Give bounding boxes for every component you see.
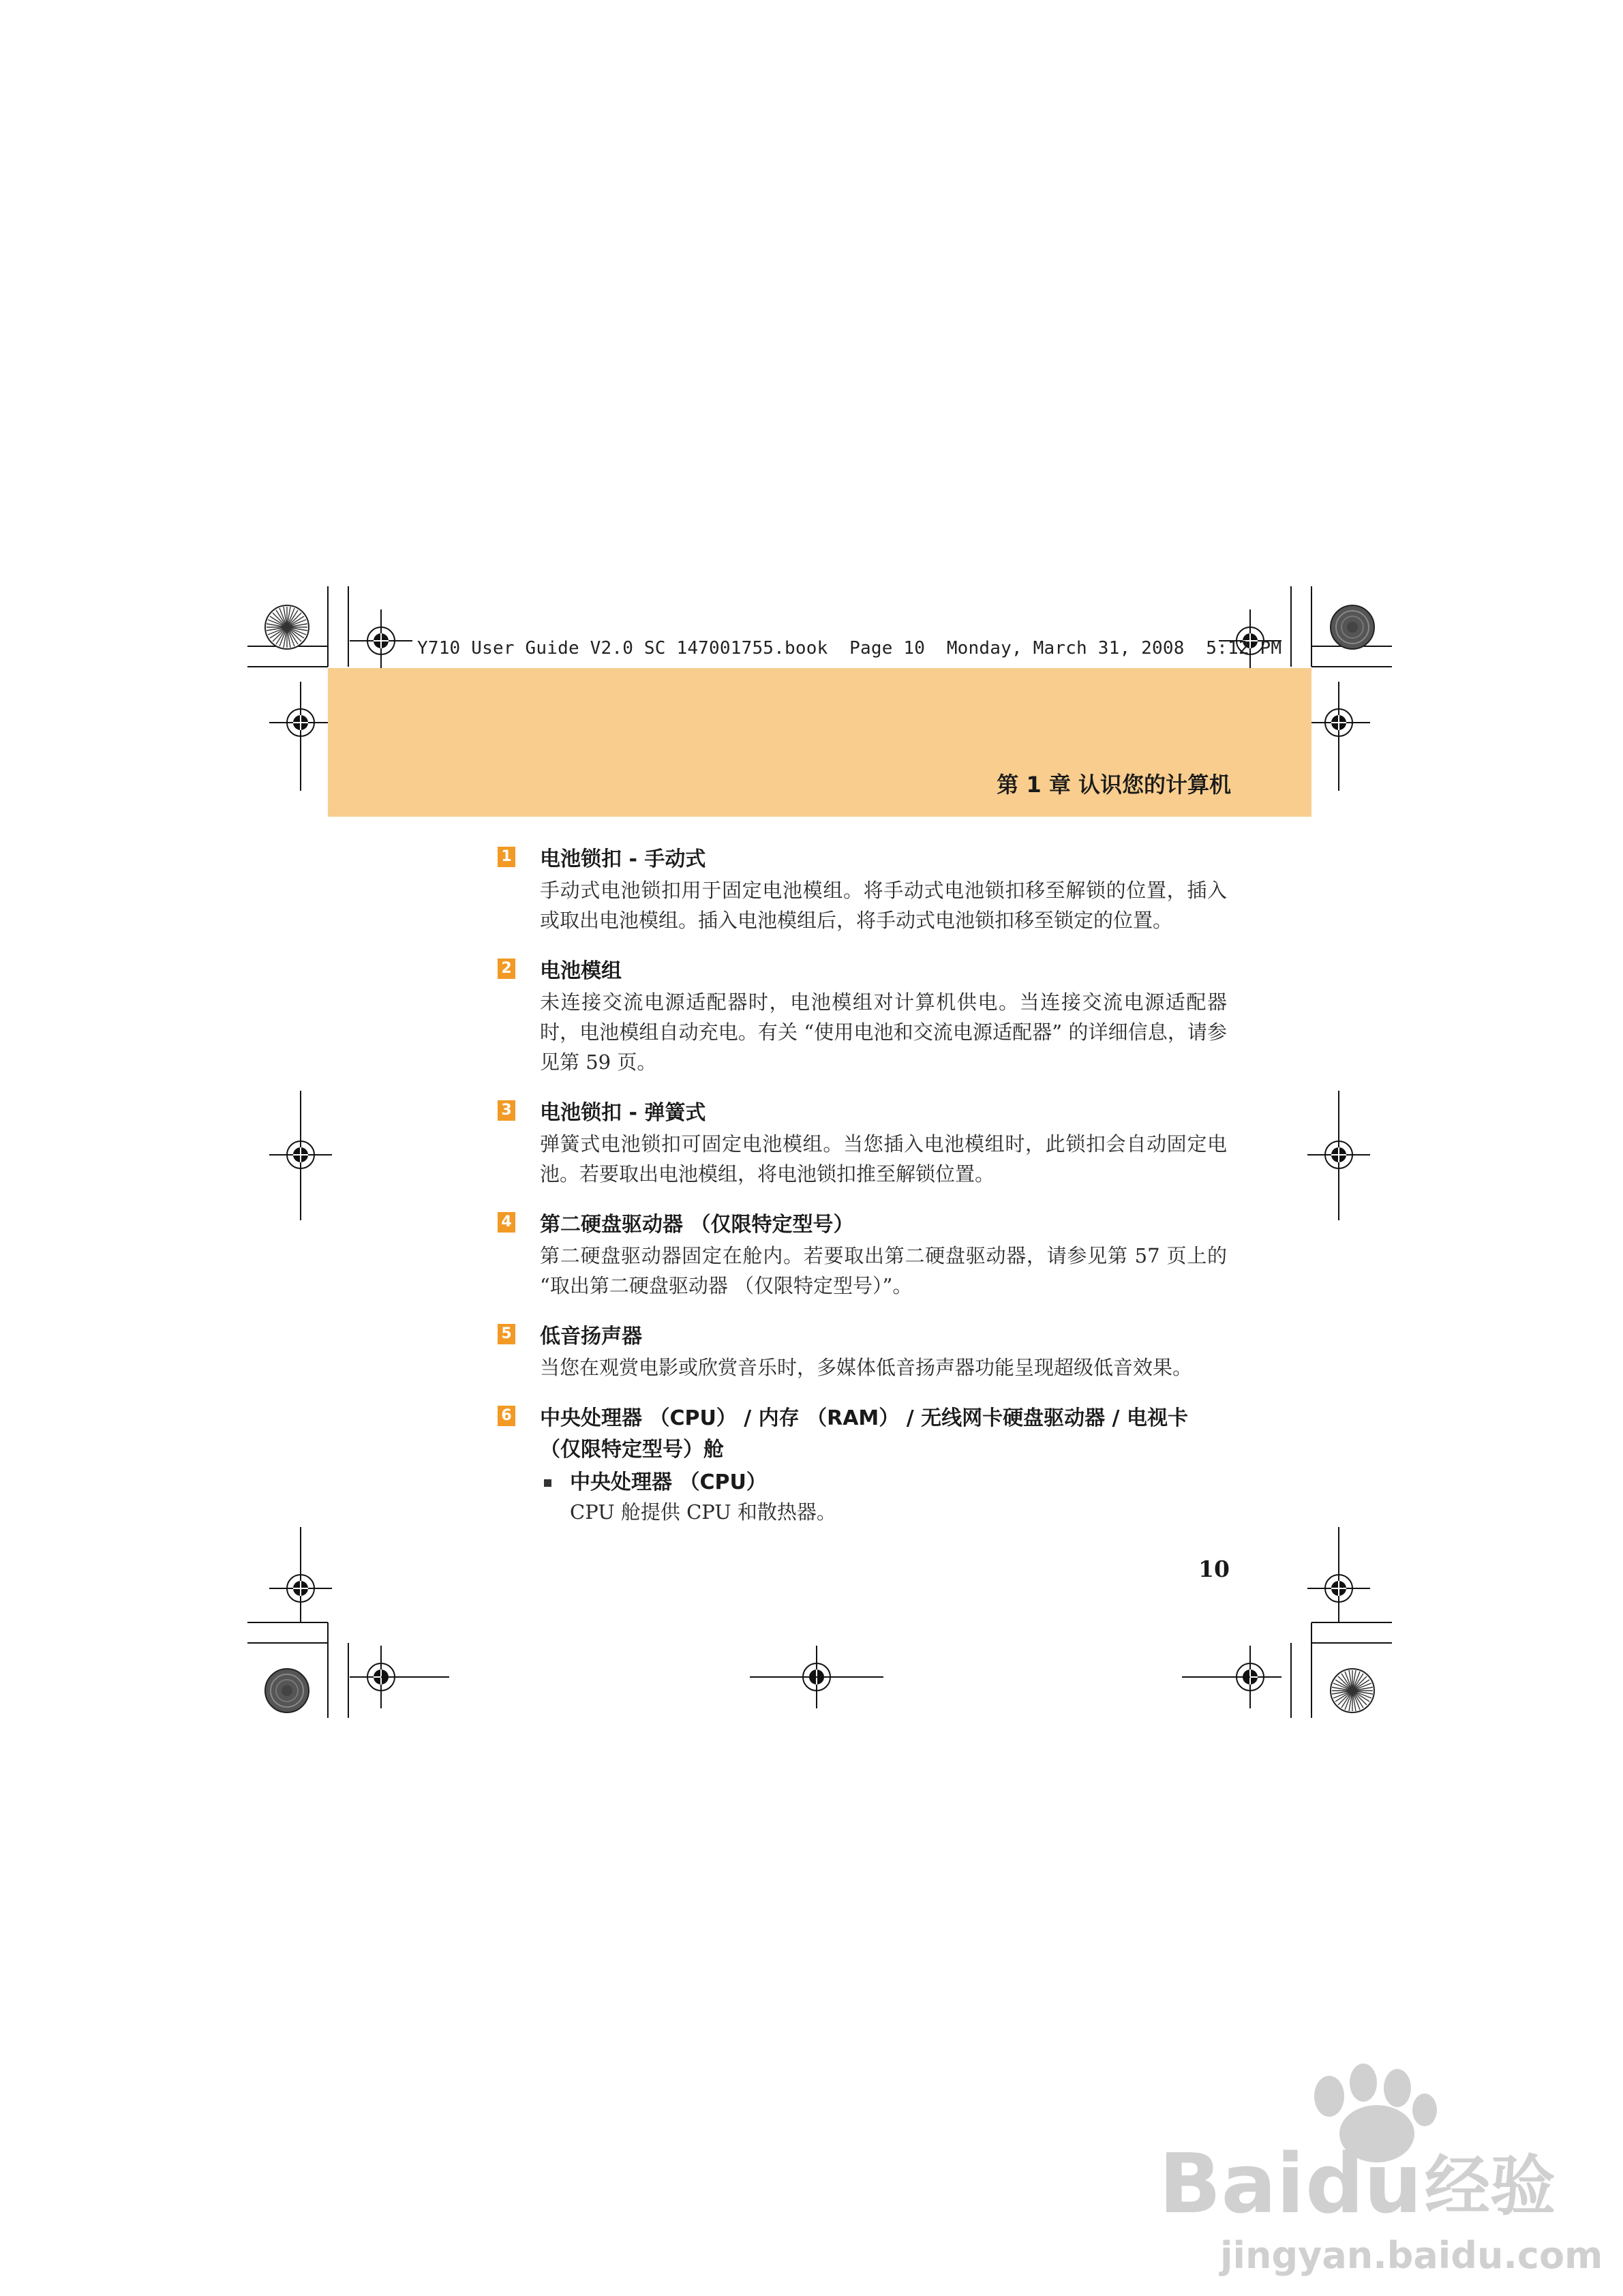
sub-list-item [540,1468,1227,1527]
list-item [498,1209,1227,1301]
item-description: 弹簧式电池锁扣可固定电池模组。当您插入电池模组时，此锁扣会自动固定电池。若要取出电池模组，将电池锁扣推至解锁位置。 [540,1132,1227,1185]
sub-item-description: CPU 舱提供 CPU 和散热器。 [570,1500,836,1524]
svg-text:jingyan.baidu.com: jingyan.baidu.com [1220,2234,1603,2277]
item-number-badge: 4 [498,1212,515,1233]
item-title: 中央处理器 （CPU） / 内存 （RAM） / 无线网卡硬盘驱动器 / 电视卡 （仅限特定型号）舱 [540,1406,1188,1462]
item-description: 当您在观赏电影或欣赏音乐时，多媒体低音扬声器功能呈现超级低音效果。 [540,1356,1193,1379]
item-title: 第二硬盘驱动器 （仅限特定型号） [540,1213,854,1237]
list-item [498,956,1227,1077]
sub-item-title: 中央处理器 （CPU） [570,1470,767,1494]
baidu-jingyan-watermark [1152,2055,1603,2280]
book-page-info: Y710 User Guide V2.0 SC 147001755.book Page 10 Monday, March 31, 2008 5:12 PM [417,638,1282,659]
svg-text:Bai: Bai [1159,2137,1305,2232]
content-list [498,844,1227,1547]
item-number-badge: 1 [498,847,515,867]
item-description: 第二硬盘驱动器固定在舱内。若要取出第二硬盘驱动器，请参见第 57 页上的 “取出第二硬盘驱动器 （仅限特定型号）”。 [540,1244,1227,1297]
list-item [498,1098,1227,1189]
page-number: 10 [1198,1556,1230,1582]
list-item [498,844,1227,935]
square-bullet-icon [544,1479,551,1487]
item-title: 电池模组 [540,959,622,983]
item-number-badge: 2 [498,958,515,979]
item-title: 电池锁扣 - 弹簧式 [540,1101,706,1125]
item-description: 手动式电池锁扣用于固定电池模组。将手动式电池锁扣移至解锁的位置，插入或取出电池模组。插入电池模组后，将手动式电池锁扣移至锁定的位置。 [540,879,1227,932]
item-number-badge: 6 [498,1406,515,1426]
item-number-badge: 3 [498,1100,515,1121]
chapter-header-band [328,668,1311,817]
svg-text:经验: 经验 [1425,2148,1556,2224]
list-item [498,1403,1227,1527]
chapter-title: 第 1 章 认识您的计算机 [997,772,1231,798]
item-title: 电池锁扣 - 手动式 [540,847,706,871]
list-item [498,1321,1227,1383]
item-description: 未连接交流电源适配器时，电池模组对计算机供电。当连接交流电源适配器时，电池模组自动充电。有关 “使用电池和交流电源适配器” 的详细信息，请参见第 59 页。 [540,991,1227,1074]
item-title: 低音扬声器 [540,1325,642,1348]
svg-text:du: du [1305,2137,1423,2232]
item-number-badge: 5 [498,1324,515,1344]
